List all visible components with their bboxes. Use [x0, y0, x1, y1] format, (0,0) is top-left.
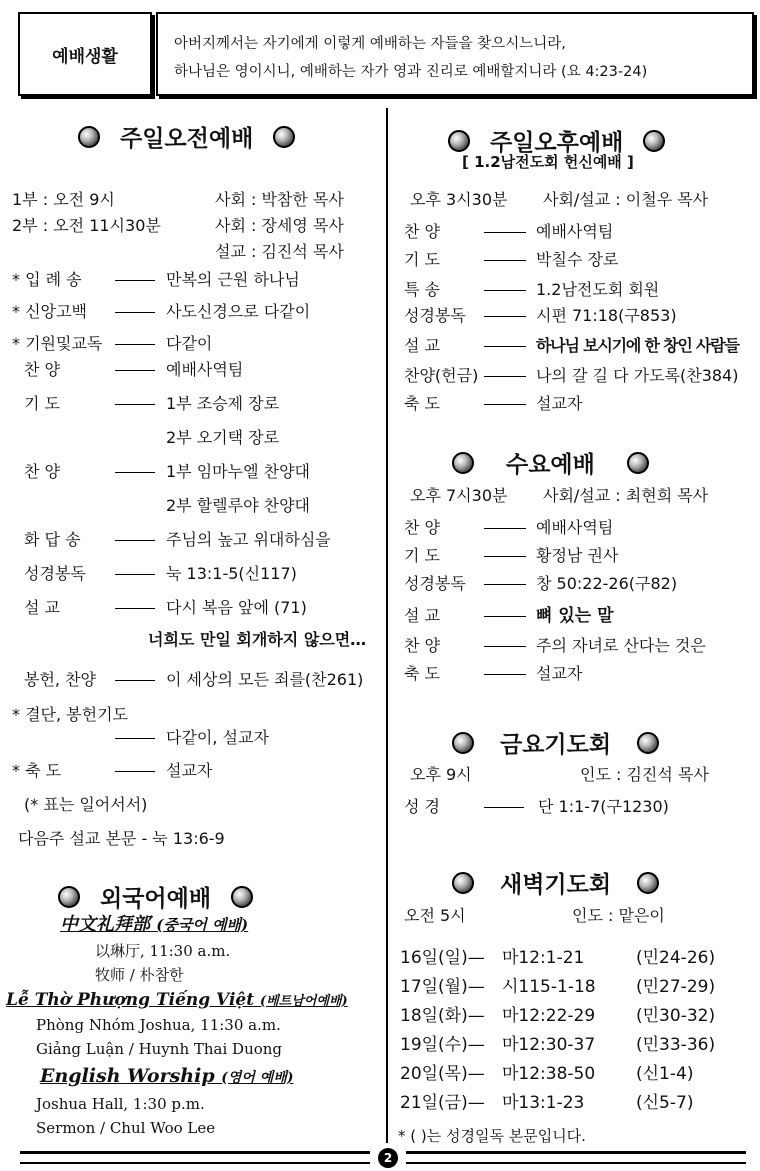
order-label: * 신앙고백 — [12, 302, 87, 321]
foreign-title — [58, 880, 253, 913]
ball-icon — [448, 130, 470, 152]
dawn-ref: (민27-29) — [636, 977, 716, 997]
leader-line — [484, 807, 524, 808]
leader-line — [484, 232, 526, 233]
order-value: 주의 자녀로 산다는 것은 — [536, 636, 706, 655]
chinese-line-2: 牧师 / 朴참한 — [95, 966, 184, 984]
order-value: 예배사역팀 — [536, 222, 614, 241]
friday-time: 오후 9시 — [410, 765, 472, 784]
leader-line — [484, 584, 526, 585]
ball-icon — [452, 452, 474, 474]
order-label: 찬 양 — [24, 462, 60, 481]
friday-lead: 인도 : 김진석 목사 — [580, 765, 709, 784]
order-label: * 기원및교독 — [12, 334, 103, 353]
friday-scripture-value: 단 1:1-7(구1230) — [538, 797, 669, 816]
ball-icon — [637, 732, 659, 754]
dawn-text: 시115-1-18 — [502, 977, 596, 997]
order-label: 축 도 — [404, 664, 440, 683]
leader-line — [484, 616, 526, 617]
dawn-text: 마12:22-29 — [502, 1006, 596, 1026]
order-label: 기 도 — [404, 546, 440, 565]
afternoon-lead: 사회/설교 : 이철우 목사 — [543, 190, 709, 209]
order-value: 다같이 — [166, 334, 213, 353]
dawn-text: 마12:1-21 — [502, 948, 585, 968]
order-label: 찬 양 — [404, 222, 440, 241]
order-label: 설 교 — [404, 606, 440, 625]
leader-line — [484, 528, 526, 529]
dawn-title-text: 새벽기도회 — [500, 872, 612, 898]
order-value: 주님의 높고 위대하심을 — [166, 530, 331, 549]
order-value: 시편 71:18(구853) — [536, 306, 677, 325]
header-tag — [18, 12, 152, 96]
english-title — [40, 1066, 293, 1088]
dawn-day: 21일(금)— — [400, 1093, 485, 1113]
order-label: 찬 양 — [404, 636, 440, 655]
leader-line — [115, 280, 155, 281]
verse-line-2: 하나님은 영이시니, 예배하는 자가 영과 진리로 예배할지니라 (요 4:23-24) — [174, 64, 648, 80]
dawn-ref: (민33-36) — [636, 1035, 716, 1055]
order-value: 예배사역팀 — [166, 360, 244, 379]
morning-time-2: 2부 : 오전 11시30분 — [12, 216, 161, 235]
dawn-note: * ( )는 성경일독 본문입니다. — [398, 1127, 586, 1145]
morning-title-text: 주일오전예배 — [120, 126, 254, 152]
chinese-sub: (중국어 예배) — [156, 916, 249, 934]
dawn-time: 오전 5시 — [404, 906, 466, 925]
ball-icon — [637, 872, 659, 894]
dawn-ref: (신5-7) — [636, 1093, 694, 1113]
ball-icon — [231, 886, 253, 908]
english-sub: (영어 예배) — [221, 1070, 294, 1086]
dawn-day: 19일(수)— — [400, 1035, 485, 1055]
order-value: 황정남 권사 — [536, 546, 619, 565]
leader-line — [115, 771, 155, 772]
leader-line — [484, 376, 526, 377]
order-value: 설교자 — [536, 664, 583, 683]
ball-icon — [627, 452, 649, 474]
dawn-ref: (민24-26) — [636, 948, 716, 968]
order-value: 설교자 — [536, 394, 583, 413]
order-value: 만복의 근원 하나님 — [166, 270, 300, 289]
offering-value: 이 세상의 모든 죄를(찬261) — [166, 670, 364, 689]
friday-title-text: 금요기도회 — [500, 732, 612, 758]
resolution-label: * 결단, 봉헌기도 — [12, 705, 128, 724]
morning-sermon-title: 너희도 만일 회개하지 않으면… — [148, 630, 367, 649]
order-label: 성경봉독 — [404, 574, 466, 593]
leader-line — [484, 404, 526, 405]
dawn-ref: (민30-32) — [636, 1006, 716, 1026]
dawn-day: 16일(일)— — [400, 948, 485, 968]
order-label: 화 답 송 — [24, 530, 81, 549]
order-value: 나의 갈 길 다 가도록(찬384) — [536, 366, 739, 385]
order-value: 사도신경으로 다같이 — [166, 302, 311, 321]
wednesday-lead: 사회/설교 : 최현희 목사 — [543, 486, 709, 505]
dawn-text: 마12:38-50 — [502, 1064, 596, 1084]
dawn-day: 17일(월)— — [400, 977, 485, 997]
morning-lead-1: 사회 : 박참한 목사 — [215, 190, 344, 209]
chinese-line-1: 以琳厅, 11:30 a.m. — [95, 942, 231, 960]
order-value: 2부 오기택 장로 — [166, 428, 280, 447]
leader-line — [115, 574, 155, 575]
order-value: 눅 13:1-5(신117) — [166, 564, 297, 583]
friday-scripture-label: 성 경 — [404, 797, 440, 816]
dawn-ref: (신1-4) — [636, 1064, 694, 1084]
order-label: 찬 양 — [24, 360, 60, 379]
standing-note: (* 표는 일어서서) — [24, 795, 148, 814]
order-value: 창 50:22-26(구82) — [536, 574, 678, 593]
leader-line — [484, 646, 526, 647]
order-label: 찬양(헌금) — [404, 366, 479, 385]
ball-icon — [452, 732, 474, 754]
viet-sub: (베트남어예배) — [260, 994, 348, 1009]
order-value: 하나님 보시기에 한 창인 사람들 — [536, 336, 739, 355]
leader-line — [484, 346, 526, 347]
order-label: 축 도 — [404, 394, 440, 413]
order-value: 1.2남전도회 회원 — [536, 280, 660, 299]
order-label: * 입 례 송 — [12, 270, 82, 289]
order-label: 기 도 — [24, 394, 60, 413]
footer-rule-right — [406, 1151, 746, 1164]
leader-line — [115, 540, 155, 541]
dawn-title — [452, 866, 659, 899]
viet-line-2: Giảng Luận / Huynh Thai Duong — [36, 1040, 283, 1058]
ball-icon — [643, 130, 665, 152]
page-number: 2 — [378, 1148, 398, 1168]
ball-icon — [78, 126, 100, 148]
ball-icon — [273, 126, 295, 148]
afternoon-time: 오후 3시30분 — [410, 190, 508, 209]
chinese-title-text: 中文礼拜部 — [60, 914, 150, 935]
leader-line — [484, 260, 526, 261]
dawn-day: 20일(목)— — [400, 1064, 485, 1084]
ball-icon — [452, 872, 474, 894]
ball-icon — [58, 886, 80, 908]
order-value: 1부 조승제 장로 — [166, 394, 280, 413]
dawn-lead: 인도 : 맡은이 — [572, 906, 665, 925]
order-value: 2부 할렐루야 찬양대 — [166, 496, 310, 515]
leader-line — [115, 370, 155, 371]
header-verse-box — [156, 12, 754, 96]
leader-line — [115, 472, 155, 473]
blessing-label: * 축 도 — [12, 761, 62, 780]
morning-title — [78, 120, 295, 153]
leader-line — [484, 290, 526, 291]
friday-title — [452, 726, 659, 759]
dawn-text: 마12:30-37 — [502, 1035, 596, 1055]
order-label: 특 송 — [404, 280, 440, 299]
leader-line — [115, 738, 155, 739]
blessing-value: 설교자 — [166, 761, 213, 780]
chinese-title — [60, 915, 248, 935]
english-line-1: Joshua Hall, 1:30 p.m. — [36, 1095, 205, 1113]
wednesday-title-text: 수요예배 — [506, 452, 595, 478]
leader-line — [484, 556, 526, 557]
foreign-title-text: 외국어예배 — [100, 886, 212, 912]
leader-line — [115, 344, 155, 345]
wednesday-time: 오후 7시30분 — [410, 486, 508, 505]
column-divider — [386, 108, 388, 1143]
leader-line — [484, 674, 526, 675]
order-label: 설 교 — [24, 598, 60, 617]
order-label: 성경봉독 — [404, 306, 466, 325]
english-line-2: Sermon / Chul Woo Lee — [36, 1119, 216, 1137]
order-value: 박칠수 장로 — [536, 250, 619, 269]
english-title-text: English Worship — [40, 1065, 215, 1087]
leader-line — [115, 680, 155, 681]
header-tag-label: 예배생활 — [52, 46, 118, 67]
next-week-text: 다음주 설교 본문 - 눅 13:6-9 — [18, 829, 225, 848]
order-value: 1부 임마누엘 찬양대 — [166, 462, 310, 481]
viet-line-1: Phòng Nhóm Joshua, 11:30 a.m. — [36, 1016, 281, 1034]
morning-time-1: 1부 : 오전 9시 — [12, 190, 115, 209]
order-value: 뼈 있는 말 — [536, 606, 614, 626]
order-label: 찬 양 — [404, 518, 440, 537]
leader-line — [115, 404, 155, 405]
afternoon-title-text: 주일오후예배 — [490, 130, 624, 156]
leader-line — [484, 316, 526, 317]
wednesday-title — [452, 446, 649, 479]
verse-line-1: 아버지께서는 자기에게 이렇게 예배하는 자들을 찾으시느니라, — [174, 36, 566, 52]
morning-preacher: 설교 : 김진석 목사 — [215, 242, 344, 261]
order-label: 기 도 — [404, 250, 440, 269]
viet-title — [6, 990, 348, 1012]
offering-label: 봉헌, 찬양 — [24, 670, 96, 689]
viet-title-text: Lễ Thờ Phượng Tiếng Việt — [6, 990, 255, 1010]
afternoon-subtitle: [ 1.2남전도회 헌신예배 ] — [462, 153, 634, 171]
morning-lead-2: 사회 : 장세영 목사 — [215, 216, 344, 235]
order-label: 성경봉독 — [24, 564, 86, 583]
leader-line — [115, 608, 155, 609]
resolution-value: 다같이, 설교자 — [166, 728, 269, 747]
footer-rule-left — [20, 1151, 370, 1164]
leader-line — [115, 312, 155, 313]
dawn-text: 마13:1-23 — [502, 1093, 585, 1113]
order-value: 다시 복음 앞에 (71) — [166, 598, 307, 617]
order-label: 설 교 — [404, 336, 440, 355]
dawn-day: 18일(화)— — [400, 1006, 485, 1026]
order-value: 예배사역팀 — [536, 518, 614, 537]
